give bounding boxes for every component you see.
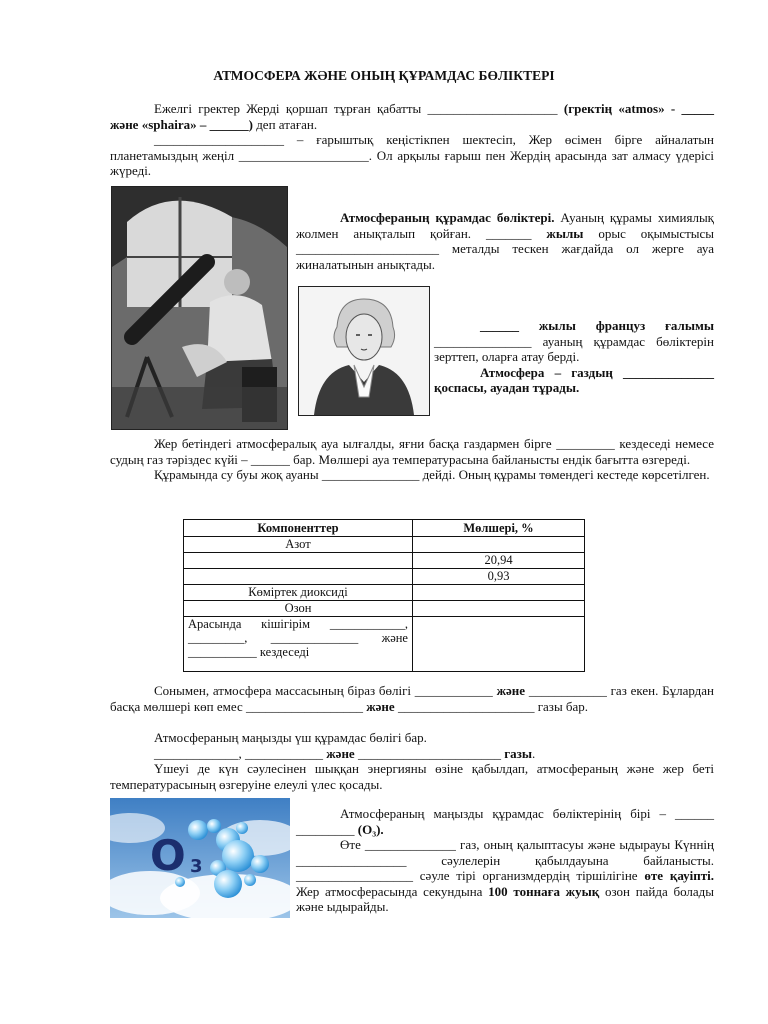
mass-text-2: және [496, 683, 526, 698]
astronomer-engraving-icon [112, 187, 287, 429]
intro-text-2: (гректің «atmos» - _____ [563, 101, 714, 116]
ozone-molecule-image [110, 798, 290, 918]
components-paragraph [296, 210, 714, 272]
ozone-text-2: Өте ______________ газ, оның қалыптасуы және ыдырауы Күннің _________________ сәулелерін қабылдауына байланысты. __________________ сәуле тірі организмдердің тіршілігіне [296, 837, 714, 883]
components-text-1: Ауаның құрамы химиялық жолмен анықталып қойған. _______ [296, 210, 714, 241]
table-cell: Азот [184, 537, 413, 553]
ozone-formula-text: (O₃). [357, 821, 384, 837]
table-cell: Арасында кішігірім ____________, _________, ______________ және ___________ кездеседі [184, 617, 413, 672]
mass-text-4: және [366, 698, 395, 714]
ozone-formula-o: O [150, 831, 186, 880]
ozone-cloud-icon [110, 798, 290, 918]
page-title: АТМОСФЕРА ЖӘНЕ ОНЫҢ ҚҰРАМДАС БӨЛІКТЕРІ [213, 68, 555, 83]
table-row [184, 617, 585, 672]
gas-mixture-text: Атмосфера – газдың ______________ қоспасы, ауадан тұрады. [434, 364, 714, 395]
ozone-danger-text: өте қауіпті. [644, 868, 715, 883]
table-cell [413, 537, 585, 553]
dry-air-text: Құрамында су буы жоқ ауаны _______________ дейді. Оның құрамы төмендегі кестеде көрсетілген. [154, 467, 710, 482]
components-text-3: орыс оқымыстысы ______________________ металды тескен жағдайда ол жерге ауа жиналатынын анықтады. [296, 225, 715, 272]
energy-text: Үшеуі де күн сәулесінен шыққан энергияны өзіне қабылдап, атмосфераның және жер беті температурасының өзгеруіне елеулі үлес қосады. [110, 761, 714, 792]
ozone-text-3: Жер атмосферасында секундына [296, 883, 483, 899]
ozone-text-1: Атмосфераның маңызды құрамдас бөліктерінің бірі – ______ _________ [296, 806, 714, 837]
three-components-gas: газы [504, 745, 532, 761]
french-scientist-paragraph [434, 318, 714, 396]
three-components-paragraph: Атмосфераның маңызды үш құрамдас бөлігі бар. _____________, ____________ және ______________________ газы. Үшеуі де күн сәулесінен шыққан энергияны өзіне қабылдап, атмосфераның және жер беті температурасының өзгеруіне елеулі үлес қосады. [110, 730, 714, 792]
three-components-blank-1: _____________, [154, 745, 242, 761]
ozone-paragraph [296, 806, 714, 915]
three-components-text: Атмосфераның маңызды үш құрамдас бөлігі бар. [154, 730, 427, 745]
three-components-blank-2: ____________ [245, 745, 323, 761]
table-header-components: Компоненттер [184, 520, 413, 537]
intro-text-4: деп атаған. [256, 116, 318, 132]
table-cell: Озон [184, 601, 413, 617]
table-cell [413, 585, 585, 601]
table-cell [413, 617, 585, 672]
table-cell [184, 553, 413, 569]
table-row [184, 569, 585, 585]
intro-text-1: Ежелгі гректер Жерді қоршап тұрған қабатты ____________________ [154, 101, 558, 116]
humidity-text: Жер бетіндегі атмосфералық ауа ылғалды, яғни басқа газдармен бірге _________ кездеседі немесе судың газ тәріздес күйі – ______ бар. Мөлшері ауа температурасына байланысты ендік бағытта өзгереді. [110, 436, 714, 467]
ozone-amount-text: 100 тоннаға жуық [488, 883, 600, 899]
table-cell [184, 569, 413, 585]
ozone-text-4: озон пайда болады және ыдырайды. [296, 883, 715, 914]
french-text-2: _______________ ауаның құрамдас бөліктерін зерттеп, оларға атау берді. [434, 333, 714, 364]
portrait-icon [299, 287, 429, 415]
table-row [184, 601, 585, 617]
humidity-paragraph [110, 436, 714, 483]
table-row [184, 585, 585, 601]
table-row [184, 537, 585, 553]
table-row [184, 553, 585, 569]
mass-text-3: ____________ газ екен. Бұлардан басқа мөлшері көп емес __________________ [110, 683, 715, 714]
french-text-1: ______ жылы француз ғалымы [480, 318, 714, 333]
mass-paragraph [110, 683, 714, 714]
table-cell: Көміртек диоксиді [184, 585, 413, 601]
mass-text-5: _____________________ газы бар. [397, 698, 589, 714]
ozone-formula-3: 3 [190, 856, 203, 877]
intro-paragraph [110, 101, 714, 179]
astronomer-engraving-image [111, 186, 288, 430]
table-cell: 0,93 [413, 569, 585, 585]
table-cell: 20,94 [413, 553, 585, 569]
intro-text-3: және «sphaira» – ______) [110, 116, 253, 132]
three-components-blank-3: ______________________ [357, 745, 501, 761]
intro-text-6: Ол арқылы ғарыш пен Жердің арасында зат алмасу үдерісі жүреді. [110, 147, 715, 178]
three-components-and: және [326, 745, 355, 761]
components-heading: Атмосфераның құрамдас бөліктері. [340, 210, 555, 225]
table-header-row [184, 520, 585, 537]
components-text-2: жылы [546, 225, 584, 241]
lavoisier-portrait-image [298, 286, 430, 416]
table-header-amount: Мөлшері, % [413, 520, 585, 537]
intro-text-5: ____________________ – ғарыштық кеңістікпен шектесіп, Жер өсімен бірге айналатын планетамыздың жеңіл ____________________. [110, 132, 714, 163]
mass-text-1: Сонымен, атмосфера массасының біраз бөлігі ____________ [154, 683, 493, 698]
components-table [183, 519, 585, 672]
table-cell [413, 601, 585, 617]
